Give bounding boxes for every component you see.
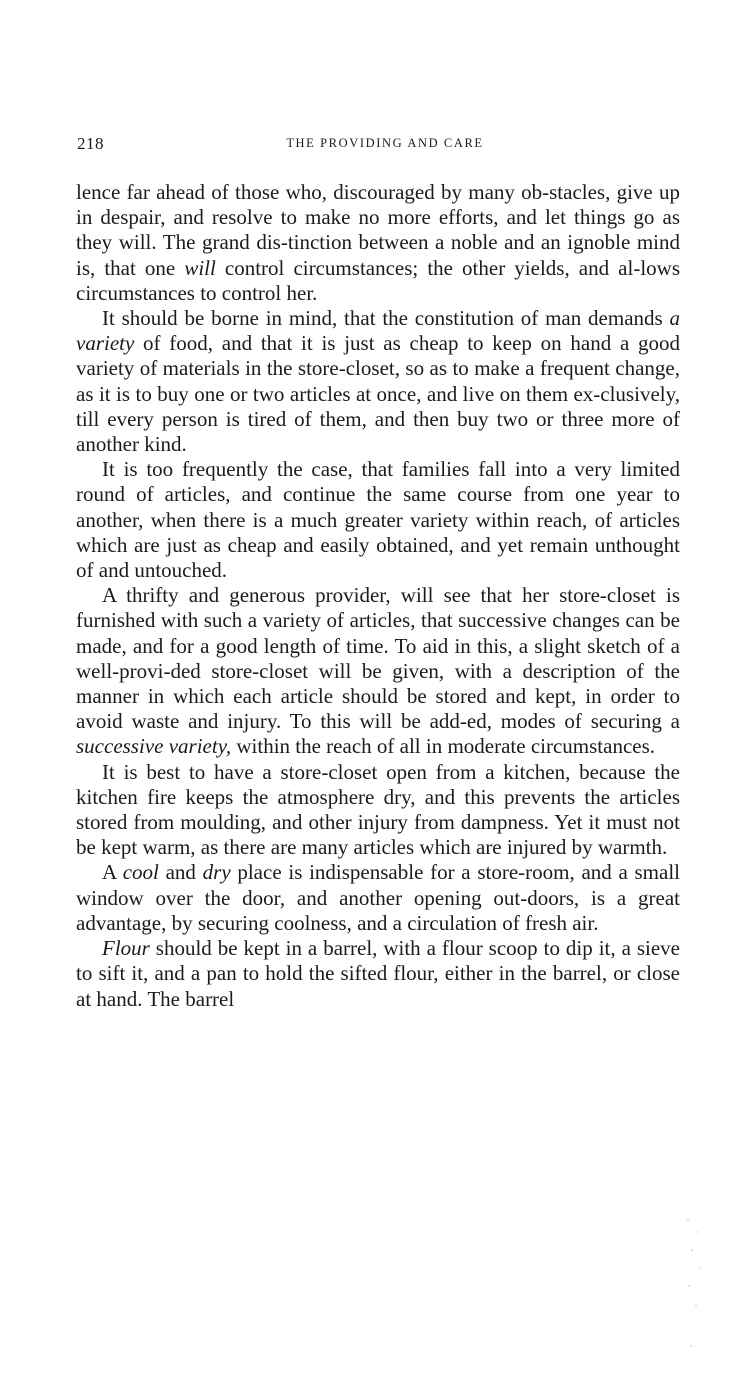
- paragraph-4: [76, 583, 680, 759]
- paragraph-7: [76, 936, 680, 1012]
- body-text: [76, 180, 680, 1012]
- page-header: [77, 134, 679, 158]
- paper-specks: [680, 1210, 710, 1360]
- paragraph-1: [76, 180, 680, 306]
- paragraph-2: [76, 306, 680, 457]
- text-run: should be kept in a barrel, with a flour scoop to dip it, a sieve to sift it, and a pan to hold the sifted flour, either in the barrel, or close at hand. The barrel: [76, 936, 680, 1011]
- italic-text: Flour: [102, 936, 150, 961]
- italic-text: successive variety,: [76, 734, 232, 759]
- text-run: It is best to have a store-closet open from a kitchen, because the kitchen fire keeps the atmosphere dry, and this prevents the articles stored from moulding, and other injury from dampness. Yet it must not be kept warm, as there are many articles which are injured by warmth.: [76, 759, 680, 860]
- paragraph-6: [76, 860, 680, 936]
- text-run: place is indispensable for a store-room, and a small window over the door, and another opening out-doors, is a great advantage, by securing coolness, and a circulation of fresh air.: [76, 860, 681, 935]
- italic-text: cool: [122, 860, 159, 885]
- text-run: within the reach of all in moderate circumstances.: [231, 734, 656, 759]
- paragraph-3: [76, 457, 680, 583]
- italic-text: will: [184, 255, 216, 280]
- text-run: lence far ahead of those who, discouraged by many ob-stacles, give up in despair, and resolve to make no more efforts, and let things go as they will. The grand dis-tinction between a noble and an ignoble mind is, that one: [76, 180, 680, 280]
- text-run: and: [158, 860, 203, 885]
- page-number: 218: [77, 134, 104, 153]
- text-run: of food, and that it is just as cheap to keep on hand a good variety of materials in the store-closet, so as to make a frequent change, as it is to buy one or two articles at once, and live on them ex-clusively, till every person is tired of them, and then buy two or three more of another kind.: [76, 331, 680, 457]
- running-head: THE PROVIDING AND CARE: [286, 136, 484, 150]
- italic-text: a variety: [76, 306, 680, 356]
- italic-text: dry: [202, 860, 231, 885]
- text-run: control circumstances; the other yields, and al-lows circumstances to control her.: [76, 255, 680, 305]
- text-run: A: [102, 860, 123, 885]
- text-run: A thrifty and generous provider, will see that her store-closet is furnished with such a variety of articles, that successive changes can be made, and for a good length of time. To aid in this, a slight sketch of a well-provi-ded store-closet will be given, with a description of the manner in which each article should be stored and kept, in order to avoid waste and injury. To this will be add-ed, modes of securing a: [76, 583, 680, 734]
- text-run: It is too frequently the case, that families fall into a very limited round of articles, and continue the same course from one year to another, when there is a much greater variety within reach, of articles which are just as cheap and easily obtained, and yet remain unthought of and untouched.: [76, 457, 680, 583]
- text-run: It should be borne in mind, that the constitution of man demands: [102, 306, 670, 331]
- paragraph-5: [76, 760, 680, 861]
